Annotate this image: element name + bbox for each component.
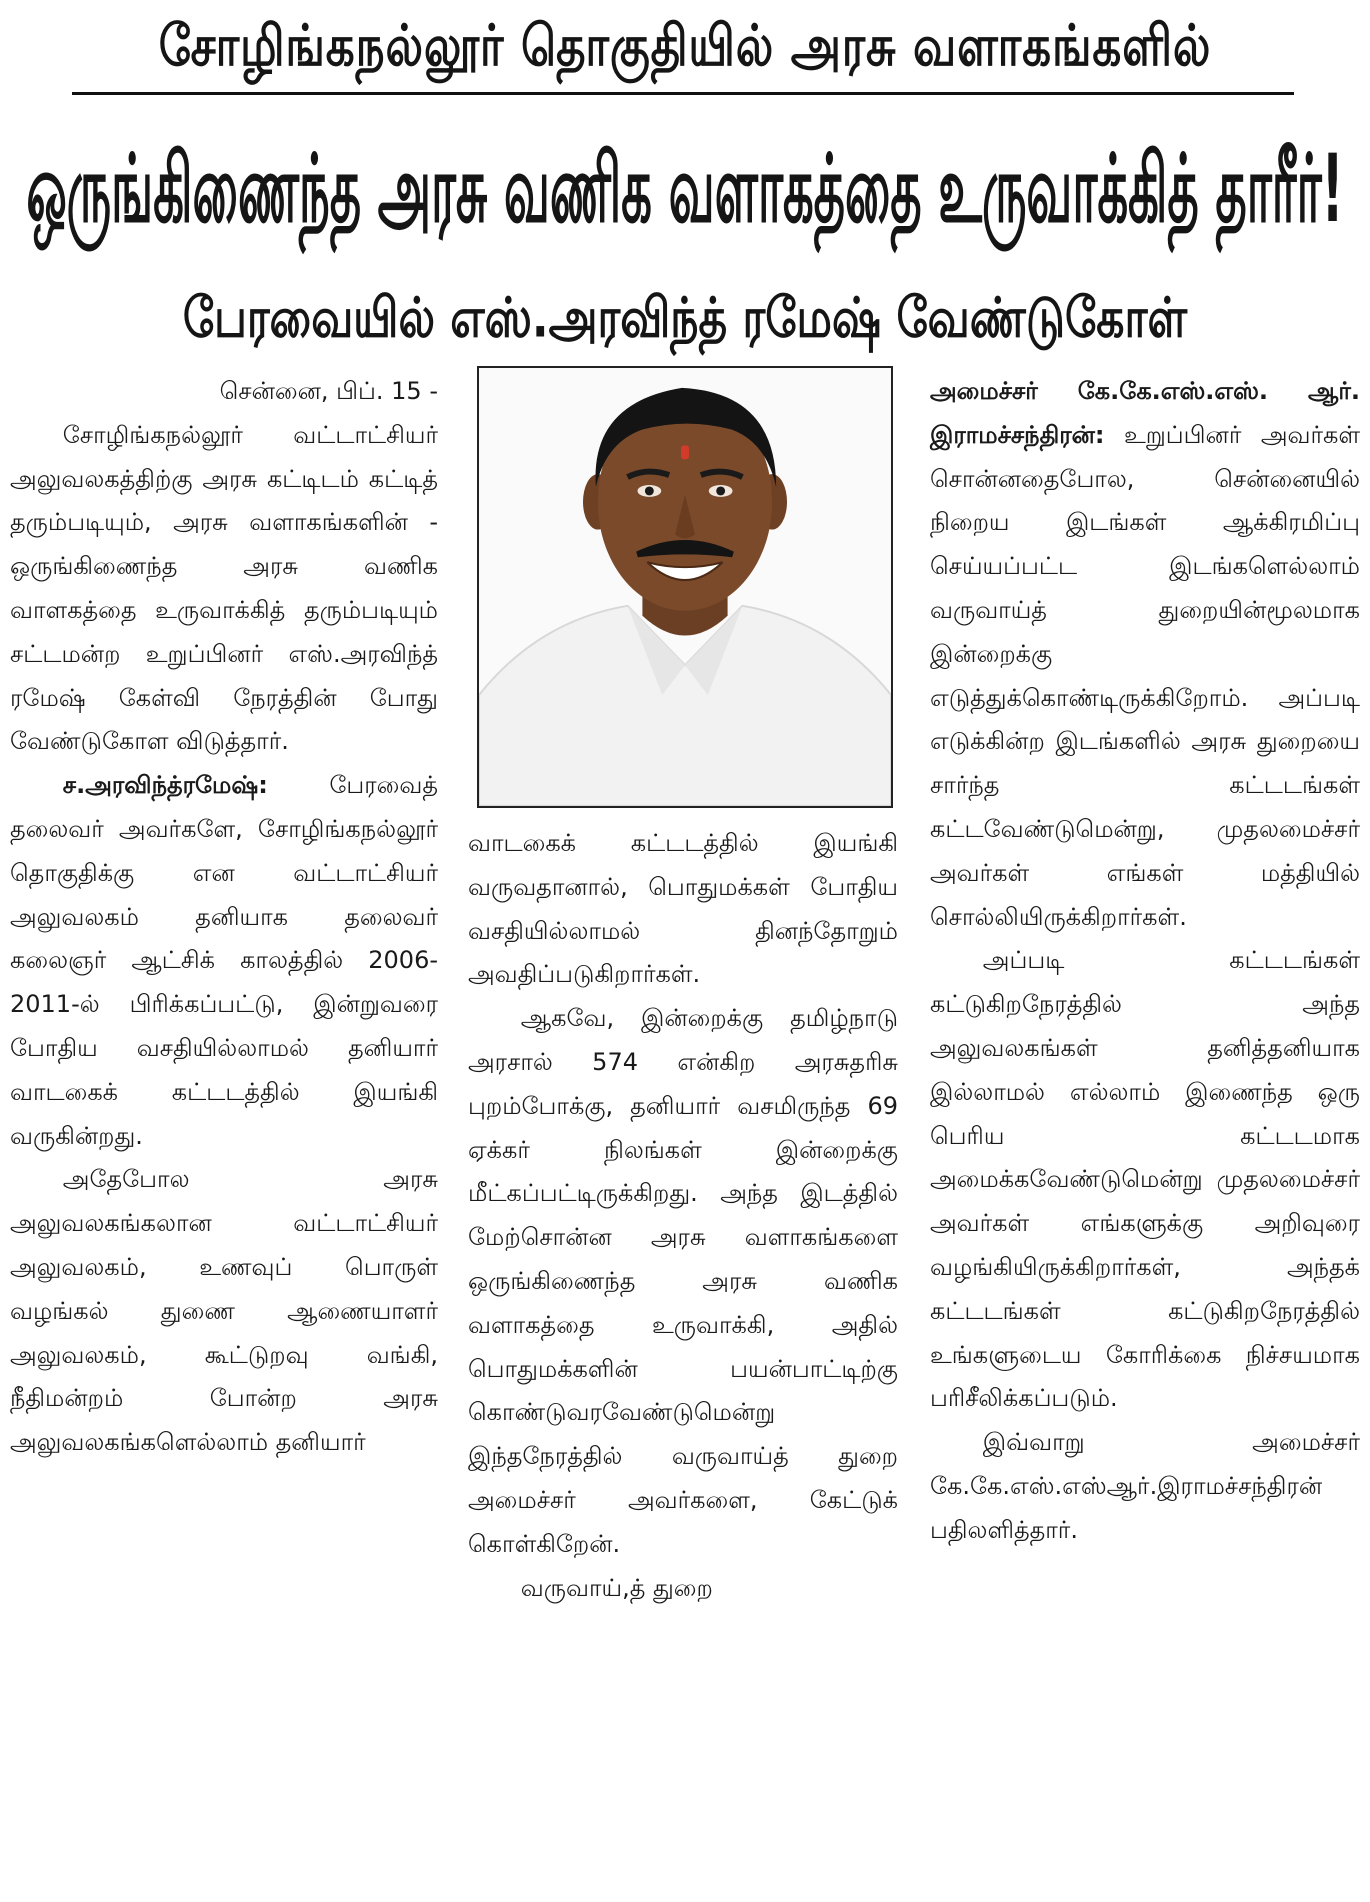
article-paragraph	[930, 370, 1360, 939]
article-column-1	[10, 370, 438, 1465]
article-paragraph: இவ்வாறு அமைச்சர் கே.கே.எஸ்.எஸ்ஆர்.இராமச்சந்திரன் பதிலளித்தார்.	[930, 1428, 1360, 1544]
speech-text: பேரவைத் தலைவர் அவர்களே, சோழிங்கநல்லூர் தொகுதிக்கு என வட்டாட்சியர் அலுவலகம் தனியாக தலைவர் கலைஞர் ஆட்சிக் காலத்தில் 2006-2011-ல் பிரிக்கப்பட்டு, இன்றுவரை போதிய வசதியில்லாமல் தனியார் வாடகைக் கட்டடத்தில் இயங்கி வருகின்றது.	[10, 771, 438, 1150]
article-paragraph: அதேபோல அரசு அலுவலகங்கலான வட்டாட்சியர் அலுவலகம், உணவுப் பொருள் வழங்கல் துணை ஆணையாளர் அலுவலகம், கூட்டுறவு வங்கி, நீதிமன்றம் போன்ற அரசு அலுவலகங்களெல்லாம் தனியார்	[10, 1165, 438, 1457]
article-column-3	[930, 370, 1360, 1553]
article-paragraph: அப்படி கட்டடங்கள் கட்டுகிறநேரத்தில் அந்த அலுவலகங்கள் தனித்தனியாக இல்லாமல் எல்லாம் இணைந்த ஒரு பெரிய கட்டடமாக அமைக்கவேண்டுமென்று முதலமைச்சர் அவர்கள் எங்களுக்கு அறிவுரை வழங்கியிருக்கிறார்கள், அந்தக் கட்டடங்கள் கட்டுகிறநேரத்தில் உங்களுடைய கோரிக்கை நிச்சயமாக பரிசீலிக்கப்படும்.	[930, 946, 1360, 1413]
article-paragraph: ஆகவே, இன்றைக்கு தமிழ்நாடு அரசால் 574 என்கிற அரசுதரிசு புறம்போக்கு, தனியார் வசமிருந்த 69 ஏக்கர் நிலங்கள் இன்றைக்கு மீட்கப்பட்டிருக்கிறது. அந்த இடத்தில் மேற்சொன்ன அரசு வளாகங்களை ஒருங்கிணைந்த அரசு வணிக வளாகத்தை உருவாக்கி, அதில் பொதுமக்களின் பயன்பாட்டிற்கு கொண்டுவரவேண்டுமென்று இந்தநேரத்தில் வருவாய்த் துறை அமைச்சர் அவர்களை, கேட்டுக் கொள்கிறேன்.	[468, 1004, 898, 1558]
speaker-name: அமைச்சர் கே.கே.எஸ்.எஸ். ஆர். இராமச்சந்திரன்:	[930, 377, 1360, 449]
speaker-name: ச.அரவிந்த்ரமேஷ்:	[62, 771, 268, 800]
portrait-photo	[477, 366, 893, 808]
article-paragraph: வாடகைக் கட்டடத்தில் இயங்கி வருவதானால், பொதுமக்கள் போதிய வசதியில்லாமல் தினந்தோறும் அவதிப்படுகிறார்கள்.	[468, 829, 898, 989]
sub-headline: பேரவையில் எஸ்.அரவிந்த் ரமேஷ் வேண்டுகோள்	[182, 286, 1188, 351]
article-paragraph: சோழிங்கநல்லூர் வட்டாட்சியர் அலுவலகத்திற்கு அரசு கட்டிடம் கட்டித் தரும்படியும், அரசு வளாகங்களின் - ஒருங்கிணைந்த அரசு வணிக வாளகத்தை உருவாக்கித் தரும்படியும் சட்டமன்ற உறுப்பினர் எஸ்.அரவிந்த் ரமேஷ் கேள்வி நேரத்தின் போது வேண்டுகோள விடுத்தார்.	[10, 420, 438, 756]
dateline: சென்னை, பிப். 15 -	[219, 377, 438, 405]
kicker-headline: சோழிங்கநல்லூர் தொகுதியில் அரசு வளாகங்களில்	[158, 12, 1212, 79]
speech-text: உறுப்பினர் அவர்கள் சொன்னதைபோல, சென்னையில் நிறைய இடங்கள் ஆக்கிரமிப்பு செய்யப்பட்ட இடங்களெல்லாம் வருவாய்த் துறையின்மூலமாக இன்றைக்கு எடுத்துக்கொண்டிருக்கிறோம். அப்படி எடுக்கின்ற இடங்களில் அரசு துறையை சார்ந்த கட்டடங்கள் கட்டவேண்டுமென்று, முதலமைச்சர் அவர்கள் எங்கள் மத்தியில் சொல்லியிருக்கிறார்கள்.	[930, 420, 1360, 931]
portrait-image	[479, 368, 891, 806]
article-paragraph	[10, 764, 438, 1158]
article-paragraph: வருவாய்,த் துறை	[520, 1573, 713, 1602]
main-headline: ஒருங்கிணைந்த அரசு வணிக வளாகத்தை உருவாக்கித் தாரீர்!	[26, 135, 1344, 245]
article-column-2	[468, 822, 898, 1610]
